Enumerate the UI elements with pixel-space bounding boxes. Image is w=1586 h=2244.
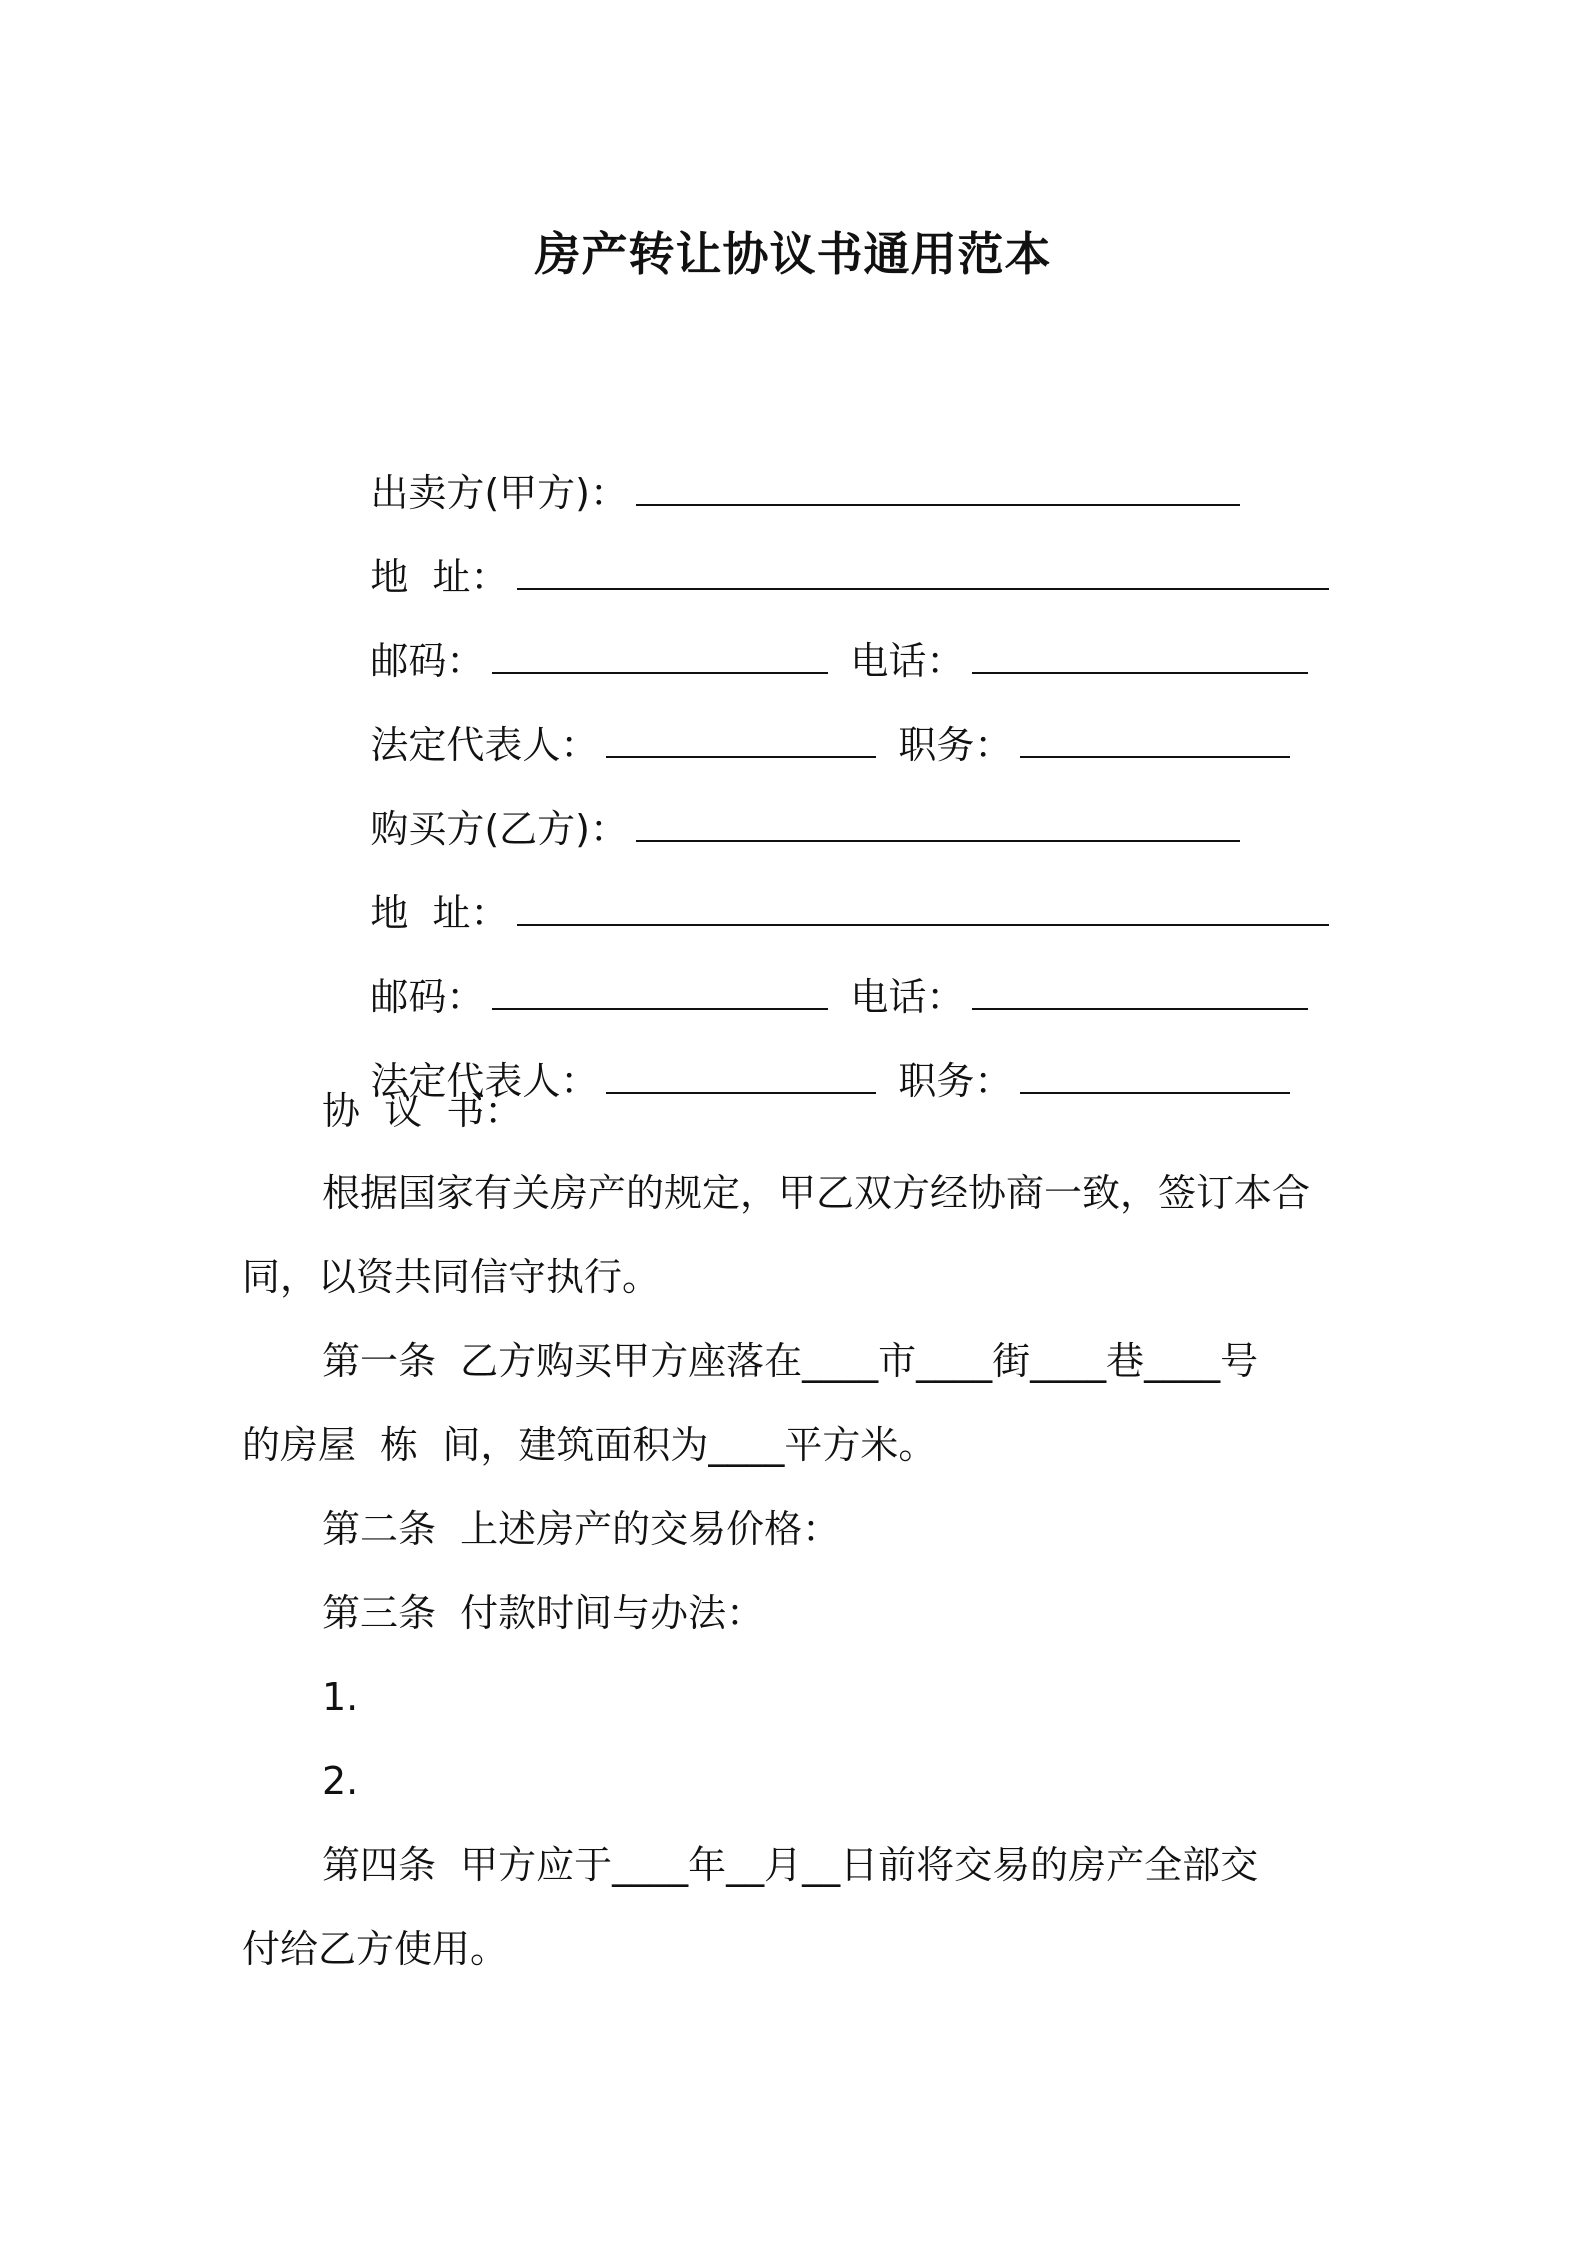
buyer-label: 购买方(乙方)： — [370, 807, 628, 851]
seller-postcode-label: 邮码： — [370, 639, 485, 683]
article3: 第三条 付款时间与办法： — [322, 1591, 765, 1635]
buyer-rep-blank — [606, 1056, 876, 1094]
seller-rep-blank — [606, 720, 876, 758]
seller-address-blank — [517, 552, 1329, 590]
buyer-rep-label: 法定代表人： — [370, 1059, 599, 1103]
seller-postcode-blank — [492, 636, 828, 674]
article2: 第二条 上述房产的交易价格： — [322, 1507, 841, 1551]
buyer-address-blank — [517, 888, 1329, 926]
agreement-heading: 协 议 书： — [322, 1089, 523, 1133]
seller-address-label: 地 址： — [370, 555, 509, 599]
article4-line-2: 付给乙方使用。 — [242, 1927, 509, 1971]
article4-line-1: 第四条 甲方应于____年__月__日前将交易的房产全部交 — [322, 1843, 1259, 1887]
buyer-postcode-blank — [492, 972, 828, 1010]
seller-position-label: 职务： — [898, 723, 1013, 767]
seller-phone-blank — [972, 636, 1308, 674]
buyer-phone-blank — [972, 972, 1308, 1010]
buyer-postcode-label: 邮码： — [370, 975, 485, 1019]
buyer-position-label: 职务： — [898, 1059, 1013, 1103]
buyer-address-label: 地 址： — [370, 891, 509, 935]
article3-item-2: 2. — [322, 1759, 359, 1803]
seller-name-blank — [636, 468, 1240, 506]
preamble-line-2: 同，以资共同信守执行。 — [242, 1255, 661, 1299]
article1-line-2: 的房屋 栋 间，建筑面积为____平方米。 — [242, 1423, 937, 1467]
seller-rep-label: 法定代表人： — [370, 723, 599, 767]
buyer-name-blank — [636, 804, 1240, 842]
preamble-line-1: 根据国家有关房产的规定，甲乙双方经协商一致，签订本合 — [322, 1171, 1311, 1215]
seller-position-blank — [1020, 720, 1290, 758]
article1-line-1: 第一条 乙方购买甲方座落在____市____街____巷____号 — [322, 1339, 1259, 1383]
buyer-phone-label: 电话： — [850, 975, 965, 1019]
document-title: 房产转让协议书通用范本 — [534, 227, 1052, 281]
buyer-position-blank — [1020, 1056, 1290, 1094]
seller-label: 出卖方(甲方)： — [370, 471, 628, 515]
article3-item-1: 1. — [322, 1675, 359, 1719]
seller-phone-label: 电话： — [850, 639, 965, 683]
